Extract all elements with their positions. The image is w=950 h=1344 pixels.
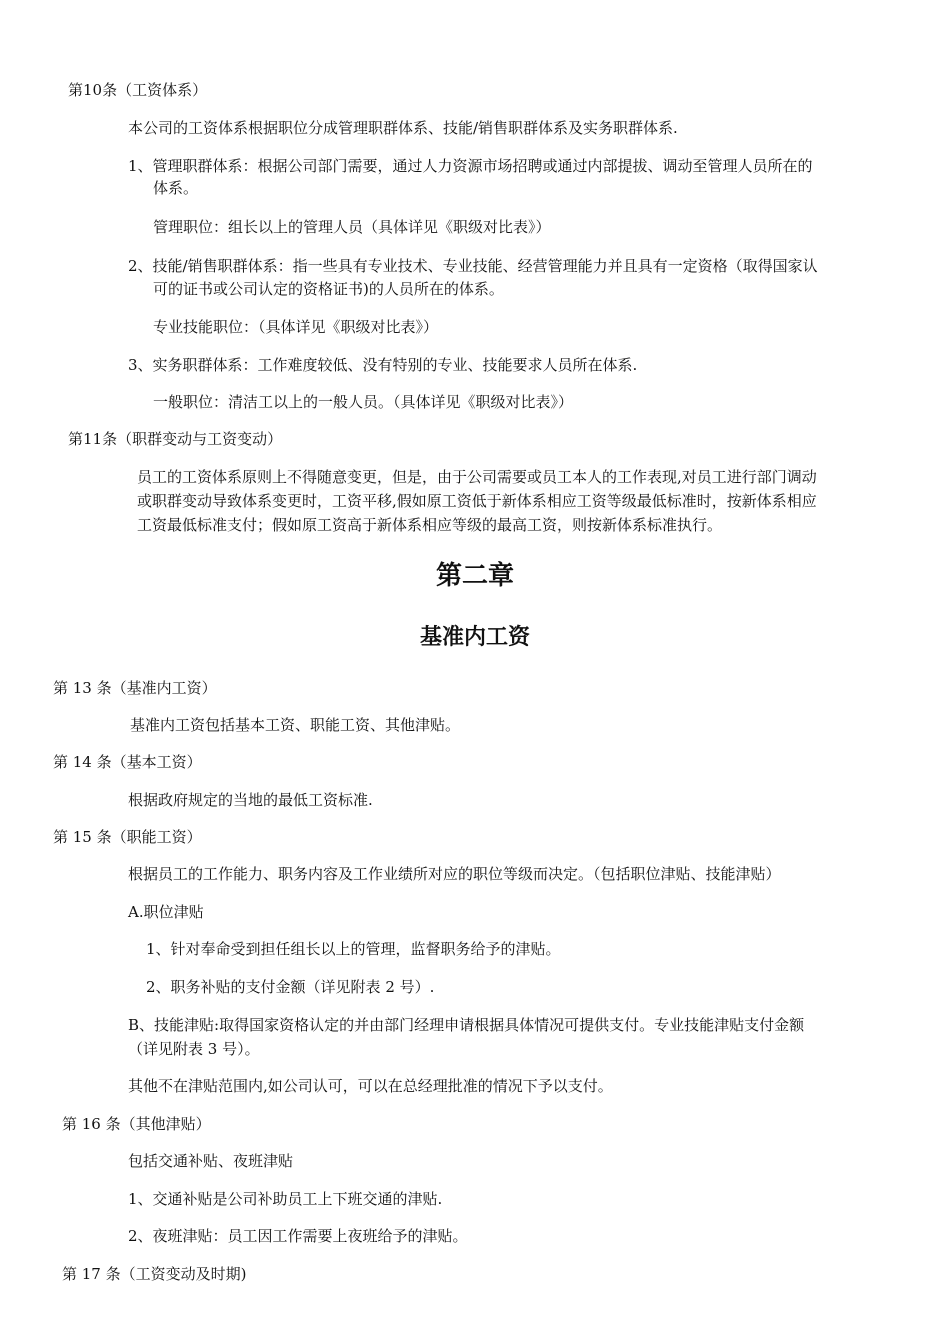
article-11-paragraph-line-3: 工资最低标准支付；假如原工资高于新体系相应等级的最高工资，则按新体系标准执行。 bbox=[137, 516, 723, 534]
article-15-body: 根据员工的工作能力、职务内容及工作业绩所对应的职位等级而决定。（包括职位津贴、技能津贴） bbox=[128, 865, 781, 883]
article-15-b-line-1: B、技能津贴:取得国家资格认定的并由部门经理申请根据具体情况可提供支付。专业技能津贴支付金额 bbox=[128, 1016, 805, 1034]
article-15-b-line-2: （详见附表 3 号）。 bbox=[128, 1040, 260, 1058]
article-10-item-2: 2、技能/销售职群体系：指一些具有专业技术、专业技能、经营管理能力并且具有一定资格（取得国家认 bbox=[128, 257, 818, 275]
article-10-item-1-cont: 体系。 bbox=[153, 179, 199, 197]
article-16-body: 包括交通补贴、夜班津贴 bbox=[128, 1152, 294, 1170]
article-11-paragraph-line-2: 或职群变动导致体系变更时，工资平移,假如原工资低于新体系相应工资等级最低标准时，按新体系相应 bbox=[137, 492, 817, 510]
article-16-item-2: 2、夜班津贴：员工因工作需要上夜班给予的津贴。 bbox=[128, 1227, 468, 1245]
article-11-heading: 第11条（职群变动与工资变动） bbox=[68, 430, 283, 448]
article-10-intro: 本公司的工资体系根据职位分成管理职群体系、技能/销售职群体系及实务职群体系. bbox=[128, 119, 678, 137]
article-10-item-1-sub: 管理职位：组长以上的管理人员（具体详见《职级对比表》） bbox=[153, 218, 551, 236]
chapter-title: 第二章 bbox=[435, 561, 514, 591]
article-13-body: 基准内工资包括基本工资、职能工资、其他津贴。 bbox=[130, 716, 461, 734]
article-13-heading: 第 13 条（基准内工资） bbox=[53, 679, 217, 697]
article-14-body: 根据政府规定的当地的最低工资标准. bbox=[128, 791, 373, 809]
article-10-item-3-sub: 一般职位：清洁工以上的一般人员。（具体详见《职级对比表》） bbox=[153, 393, 574, 411]
article-17-heading: 第 17 条（工资变动及时期) bbox=[62, 1265, 247, 1283]
article-15-other: 其他不在津贴范围内,如公司认可，可以在总经理批准的情况下予以支付。 bbox=[128, 1077, 613, 1095]
article-16-item-1: 1、交通补贴是公司补助员工上下班交通的津贴. bbox=[128, 1190, 443, 1208]
article-10-item-2-cont: 可的证书或公司认定的资格证书)的人员所在的体系。 bbox=[153, 280, 504, 298]
article-15-a-item-1: 1、针对奉命受到担任组长以上的管理，监督职务给予的津贴。 bbox=[146, 940, 561, 958]
article-16-heading: 第 16 条（其他津贴） bbox=[62, 1115, 211, 1133]
article-14-heading: 第 14 条（基本工资） bbox=[53, 753, 202, 771]
article-10-item-1: 1、管理职群体系：根据公司部门需要，通过人力资源市场招聘或通过内部提拔、调动至管理人员所在的 bbox=[128, 157, 813, 175]
chapter-subtitle: 基准内工资 bbox=[419, 625, 530, 650]
article-10-item-2-sub: 专业技能职位：（具体详见《职级对比表》） bbox=[153, 318, 439, 336]
article-15-heading: 第 15 条（职能工资） bbox=[53, 828, 202, 846]
article-10-item-3: 3、实务职群体系：工作难度较低、没有特别的专业、技能要求人员所在体系. bbox=[128, 356, 638, 374]
article-11-paragraph-line-1: 员工的工资体系原则上不得随意变更，但是，由于公司需要或员工本人的工作表现,对员工进行部门调动 bbox=[137, 468, 817, 486]
article-10-heading: 第10条（工资体系） bbox=[68, 81, 208, 99]
article-15-a-title: A.职位津贴 bbox=[128, 903, 204, 921]
article-15-a-item-2: 2、职务补贴的支付金额（详见附表 2 号）. bbox=[146, 978, 435, 996]
